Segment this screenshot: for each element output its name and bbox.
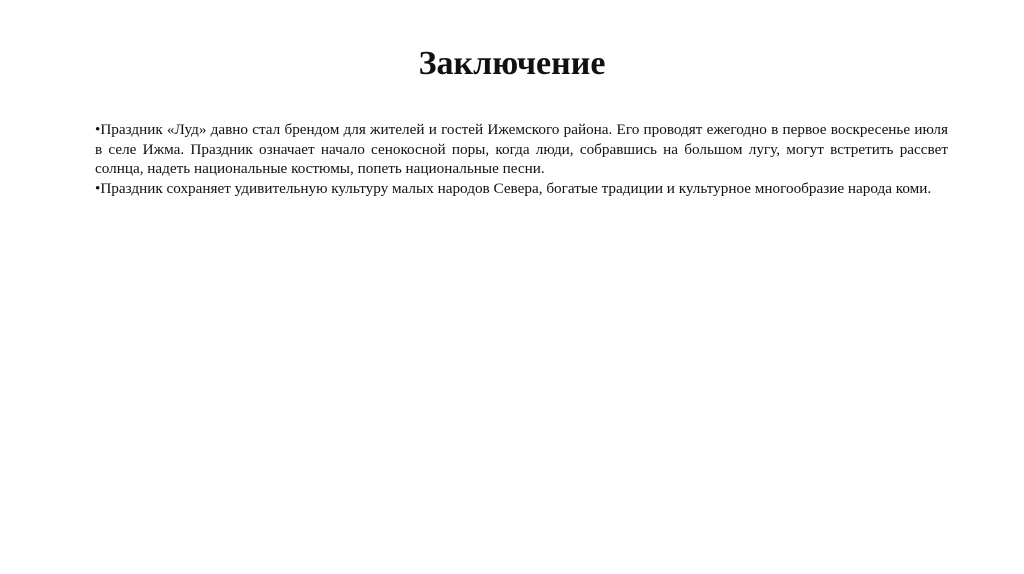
bullet-paragraph-2: •Праздник сохраняет удивительную культуру малых народов Севера, богатые традиции и культурное многообразие народа коми. [95, 179, 932, 197]
slide-body [95, 120, 948, 198]
bullet-paragraph-1: •Праздник «Луд» давно стал брендом для жителей и гостей Ижемского района. Его проводят ежегодно в первое воскресенье июля в селе Ижма. Праздник означает начало сенокосной поры, когда люди, собравшись на большом лугу, могут встретить рассвет солнца, надеть национальные костюмы, попеть национальные песни. [95, 121, 948, 178]
slide-title: Заключение [418, 45, 606, 82]
